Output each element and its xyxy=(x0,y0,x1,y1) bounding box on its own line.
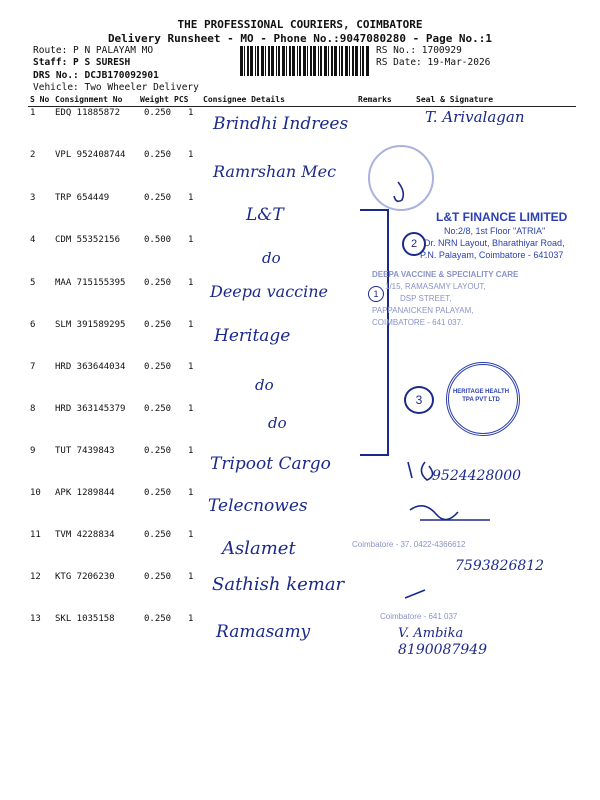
row-pcs: 1 xyxy=(188,404,194,414)
lt-stamp-title: L&T FINANCE LIMITED xyxy=(436,210,568,224)
row-sno: 10 xyxy=(30,488,41,498)
row-consignment: SLM 391589295 xyxy=(55,320,126,330)
row-sno: 9 xyxy=(30,446,36,456)
row-consignment: KTG 7206230 xyxy=(55,572,115,582)
row-weight: 0.250 xyxy=(144,150,172,160)
row-consignment: TUT 7439843 xyxy=(55,446,115,456)
deepa-stamp-line1: DEEPA VACCINE & SPECIALITY CARE xyxy=(372,270,519,279)
deepa-stamp-line2: 1/15, RAMASAMY LAYOUT, xyxy=(385,282,486,291)
consignee-handwriting: Sathish kemar xyxy=(212,574,345,595)
consignee-handwriting: Heritage xyxy=(214,326,291,346)
row-pcs: 1 xyxy=(188,446,194,456)
row-pcs: 1 xyxy=(188,362,194,372)
lt-stamp-addr1: No:2/8, 1st Floor "ATRIA" xyxy=(444,226,546,236)
row-consignment: EDQ 11885872 xyxy=(55,108,121,118)
row-weight: 0.250 xyxy=(144,278,172,288)
row-sno: 5 xyxy=(30,278,36,288)
signature-1: T. Arivalagan xyxy=(425,108,525,126)
row-sno: 4 xyxy=(30,235,36,245)
drs-number: DRS No.: DCJB170092901 xyxy=(33,70,159,81)
row-consignment: CDM 55352156 xyxy=(55,235,121,245)
phone-handwriting-3: 8190087949 xyxy=(398,642,488,658)
deepa-stamp-line3: DSP STREET, xyxy=(400,294,452,303)
row-weight: 0.250 xyxy=(144,193,172,203)
signature-name: V. Ambika xyxy=(398,626,464,641)
col-consignee: Consignee Details xyxy=(203,95,285,104)
phone-handwriting-1: 9524428000 xyxy=(432,468,522,484)
faint-stamp-coimbatore: Coimbatore - 37. 0422-4366612 xyxy=(352,540,466,549)
row-sno: 6 xyxy=(30,320,36,330)
consignee-handwriting: do xyxy=(255,376,274,394)
row-sno: 12 xyxy=(30,572,41,582)
col-weight: Weight xyxy=(140,95,169,104)
row-sno: 2 xyxy=(30,150,36,160)
row-weight: 0.250 xyxy=(144,614,172,624)
consignee-handwriting: Brindhi Indrees xyxy=(213,114,349,134)
rs-number: RS No.: 1700929 xyxy=(376,45,462,56)
row-pcs: 1 xyxy=(188,614,194,624)
row-consignment: APK 1289844 xyxy=(55,488,115,498)
rs-date: RS Date: 19-Mar-2026 xyxy=(376,57,491,68)
row-consignment: TVM 4228834 xyxy=(55,530,115,540)
lt-stamp-addr3: P.N. Palayam, Coimbatore - 641037 xyxy=(420,250,564,260)
row-sno: 7 xyxy=(30,362,36,372)
row-weight: 0.250 xyxy=(144,572,172,582)
row-pcs: 1 xyxy=(188,488,194,498)
consignee-handwriting: Ramasamy xyxy=(216,622,311,642)
deepa-stamp-line5: COIMBATORE - 641 037. xyxy=(372,318,464,327)
route-label: Route: P N PALAYAM MO xyxy=(33,45,154,56)
consignee-handwriting: Deepa vaccine xyxy=(210,282,329,301)
vehicle-label: Vehicle: Two Wheeler Delivery xyxy=(33,82,199,93)
row-sno: 11 xyxy=(30,530,41,540)
row-sno: 13 xyxy=(30,614,41,624)
circled-number: 1 xyxy=(368,286,384,302)
row-pcs: 1 xyxy=(188,278,194,288)
row-weight: 0.250 xyxy=(144,488,172,498)
circled-number: 3 xyxy=(404,386,434,414)
row-weight: 0.250 xyxy=(144,530,172,540)
row-pcs: 1 xyxy=(188,150,194,160)
col-seal: Seal & Signature xyxy=(416,95,494,104)
row-consignment: HRD 363644034 xyxy=(55,362,126,372)
row-weight: 0.250 xyxy=(144,362,172,372)
col-pcs: PCS xyxy=(174,95,189,104)
row-pcs: 1 xyxy=(188,108,194,118)
row-weight: 0.250 xyxy=(144,404,172,414)
col-consignment: Consignment No xyxy=(55,95,123,104)
staff-label: Staff: P S SURESH xyxy=(33,57,131,68)
phone-handwriting-2: 7593826812 xyxy=(455,558,545,574)
row-pcs: 1 xyxy=(188,530,194,540)
consignee-handwriting: Aslamet xyxy=(222,538,296,559)
consignee-handwriting: Ramrshan Mec xyxy=(213,162,337,181)
row-sno: 3 xyxy=(30,193,36,203)
row-pcs: 1 xyxy=(188,193,194,203)
consignee-handwriting: Tripoot Cargo xyxy=(210,454,331,474)
row-weight: 0.500 xyxy=(144,235,172,245)
row-consignment: TRP 654449 xyxy=(55,193,110,203)
heritage-stamp-text: HERITAGE HEALTH TPA PVT LTD xyxy=(452,389,510,403)
lt-stamp-addr2: Dr. NRN Layout, Bharathiyar Road, xyxy=(424,238,565,248)
circled-number: 2 xyxy=(402,232,426,256)
deepa-stamp-line4: PAPPANAICKEN PALAYAM, xyxy=(372,306,474,315)
faint-stamp-coimbatore-2: Coimbatore - 641 037 xyxy=(380,612,458,621)
col-sno: S No xyxy=(30,95,50,104)
row-weight: 0.250 xyxy=(144,446,172,456)
consignee-handwriting: Telecnowes xyxy=(208,496,308,516)
company-title: THE PROFESSIONAL COURIERS, COIMBATORE xyxy=(177,18,423,31)
row-consignment: SKL 1035158 xyxy=(55,614,115,624)
consignee-handwriting: L&T xyxy=(246,205,284,225)
col-remarks: Remarks xyxy=(358,95,392,104)
row-sno: 1 xyxy=(30,108,36,118)
consignee-handwriting: do xyxy=(262,249,281,267)
row-sno: 8 xyxy=(30,404,36,414)
row-pcs: 1 xyxy=(188,572,194,582)
consignee-handwriting: do xyxy=(268,414,287,432)
row-weight: 0.250 xyxy=(144,108,172,118)
row-consignment: HRD 363145379 xyxy=(55,404,126,414)
row-weight: 0.250 xyxy=(144,320,172,330)
row-consignment: VPL 952408744 xyxy=(55,150,126,160)
row-pcs: 1 xyxy=(188,235,194,245)
row-pcs: 1 xyxy=(188,320,194,330)
row-consignment: MAA 715155395 xyxy=(55,278,126,288)
runsheet-title: Delivery Runsheet - MO - Phone No.:9047080280 - Page No.:1 xyxy=(107,32,493,45)
